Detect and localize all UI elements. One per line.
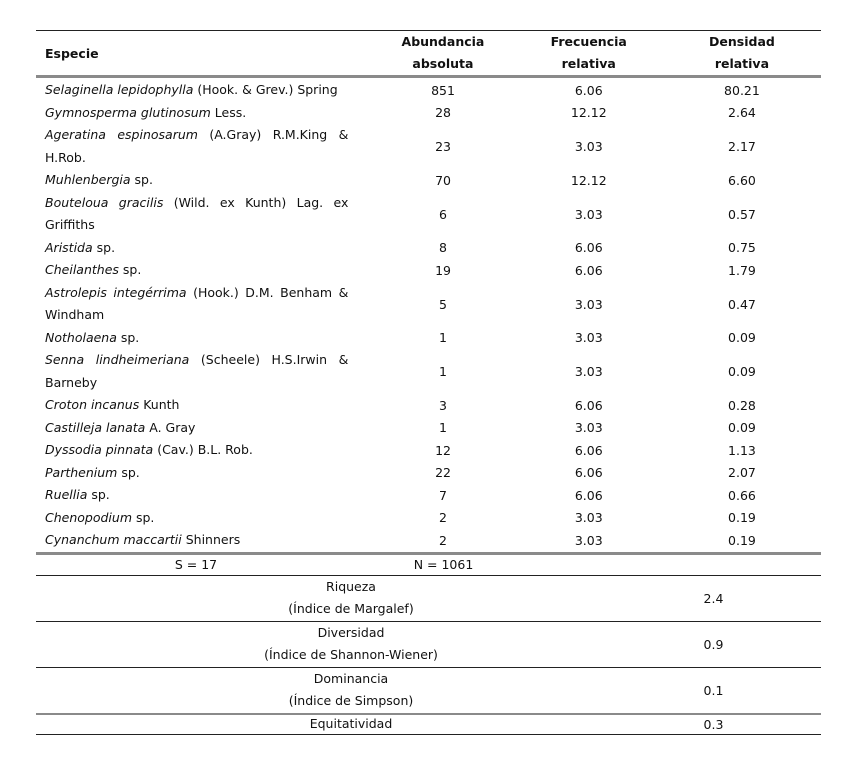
abundance-value: 1: [439, 364, 447, 379]
table-row: [36, 529, 821, 552]
density-value: 0.75: [728, 240, 756, 256]
species-binomial: Gymnosperma glutinosum: [45, 104, 211, 120]
species-name: [36, 507, 348, 530]
frequency-value: 6.06: [574, 82, 603, 98]
species-binomial: Cynanchum maccartii: [45, 532, 182, 547]
species-authority: (Cav.) B.L. Rob.: [153, 442, 253, 457]
table-row: [36, 192, 821, 237]
table-row: [36, 394, 821, 417]
index-label: Diversidad: [317, 624, 385, 640]
index-value: 0.1: [703, 682, 724, 698]
table-header-row: [36, 31, 821, 75]
density-value: 2.64: [728, 105, 756, 121]
frequency-value: 6.06: [574, 240, 603, 256]
individuals-count: N = 1061: [413, 557, 474, 572]
species-binomial: Parthenium: [45, 464, 118, 480]
species-binomial: Senna lindheimeriana: [45, 352, 190, 367]
header-species: Especie: [45, 45, 99, 61]
species-binomial: Muhlenbergia: [45, 172, 131, 187]
species-authority: (A.Gray) R.M.King & H.Rob.: [45, 127, 349, 165]
table-row: [36, 259, 821, 282]
species-authority: sp.: [116, 329, 140, 345]
header-abundance: Abundancia absoluta: [401, 34, 485, 71]
index-value: 0.9: [703, 636, 724, 652]
frequency-value: 6.06: [574, 442, 603, 458]
table-row: [36, 327, 821, 350]
table-row: [36, 349, 821, 394]
index-label: Riqueza: [326, 578, 376, 594]
species-binomial: Bouteloua gracilis: [45, 194, 164, 210]
frequency-value: 3.03: [574, 206, 603, 222]
species-name: [36, 192, 348, 237]
species-name: [36, 439, 348, 462]
species-binomial: Ageratina espinosarum: [45, 127, 198, 142]
density-value: 0.57: [728, 206, 756, 222]
species-binomial: Astrolepis integérrima: [45, 284, 187, 300]
abundance-value: 3: [439, 397, 447, 413]
frequency-value: 6.06: [574, 465, 603, 481]
table-row: [36, 282, 821, 327]
index-label: Equitatividad: [309, 715, 393, 731]
species-authority: sp.: [92, 239, 116, 255]
density-value: 0.47: [728, 296, 756, 312]
species-authority: (Hook.) D.M. Benham & Windham: [45, 284, 349, 322]
index-row-dominancia: [36, 668, 821, 713]
species-binomial: Notholaena: [45, 329, 117, 345]
species-name: [36, 529, 348, 552]
index-sublabel: (Índice de Margalef): [288, 601, 414, 616]
table-row: [36, 124, 821, 169]
index-value: 2.4: [703, 590, 724, 606]
species-name: [36, 417, 348, 440]
index-sublabel: (Índice de Shannon-Wiener): [264, 647, 438, 662]
species-binomial: Dyssodia pinnata: [45, 442, 154, 457]
species-name: [36, 394, 348, 417]
abundance-value: 23: [435, 139, 451, 154]
table-body: [36, 78, 821, 552]
table-row: [36, 417, 821, 440]
species-richness-count: S = 17: [174, 557, 218, 572]
species-table: [36, 30, 821, 735]
species-name: [36, 327, 348, 350]
density-value: 0.19: [728, 510, 756, 526]
frequency-value: 3.03: [574, 364, 603, 379]
table-row: [36, 102, 821, 125]
table-row: [36, 439, 821, 462]
density-value: 0.09: [728, 364, 756, 379]
species-name: [36, 259, 348, 282]
abundance-value: 1: [439, 420, 447, 436]
density-value: 0.66: [728, 487, 756, 503]
abundance-value: 19: [435, 262, 451, 278]
abundance-value: 851: [431, 82, 455, 98]
species-name: [36, 169, 348, 192]
abundance-value: 12: [435, 442, 451, 458]
density-value: 2.07: [728, 465, 756, 481]
totals-row: [36, 555, 821, 575]
species-authority: Less.: [210, 104, 247, 120]
species-authority: (Wild. ex Kunth) Lag. ex Griffiths: [45, 194, 349, 232]
abundance-value: 22: [435, 465, 451, 481]
frequency-value: 6.06: [574, 487, 603, 503]
table-row: [36, 507, 821, 530]
header-density: Densidad relativa: [709, 34, 775, 71]
species-authority: Shinners: [181, 532, 241, 547]
density-value: 0.09: [728, 330, 756, 346]
species-authority: sp.: [87, 487, 110, 502]
density-value: 0.28: [728, 397, 756, 413]
species-binomial: Aristida: [45, 239, 93, 255]
frequency-value: 6.06: [574, 397, 603, 413]
species-name: [36, 462, 348, 485]
index-row-diversidad: [36, 622, 821, 667]
table-row: [36, 169, 821, 192]
species-name: [36, 102, 348, 125]
species-name: [36, 282, 348, 327]
frequency-value: 3.03: [574, 532, 603, 548]
abundance-value: 2: [439, 532, 447, 548]
species-name: [36, 484, 348, 507]
frequency-value: 3.03: [574, 139, 603, 154]
index-row-riqueza: [36, 576, 821, 621]
abundance-value: 1: [439, 330, 447, 346]
abundance-value: 2: [439, 510, 447, 526]
species-authority: (Hook. & Grev.) Spring: [193, 82, 338, 97]
species-name: [36, 237, 348, 260]
abundance-value: 28: [435, 105, 451, 121]
frequency-value: 6.06: [574, 262, 603, 278]
index-sublabel: (Índice de Simpson): [288, 693, 414, 708]
species-authority: sp.: [118, 262, 142, 277]
density-value: 1.79: [728, 262, 756, 278]
species-name: [36, 79, 348, 102]
species-authority: sp.: [117, 464, 140, 480]
species-binomial: Selaginella lepidophylla: [45, 82, 194, 97]
frequency-value: 3.03: [574, 330, 603, 346]
species-authority: A. Gray: [145, 419, 196, 435]
species-authority: sp.: [132, 509, 155, 525]
index-row-equitatividad: [36, 715, 821, 734]
abundance-value: 7: [439, 487, 447, 503]
species-name: [36, 349, 348, 394]
index-label: Dominancia: [313, 670, 389, 686]
density-value: 1.13: [728, 442, 756, 458]
abundance-value: 5: [439, 296, 447, 312]
species-authority: (Scheele) H.S.Irwin & Barneby: [45, 352, 349, 390]
species-authority: Kunth: [139, 397, 180, 412]
density-value: 0.09: [728, 420, 756, 436]
species-name: [36, 124, 348, 169]
frequency-value: 3.03: [574, 510, 603, 526]
species-binomial: Chenopodium: [45, 509, 132, 525]
table-row: [36, 79, 821, 102]
abundance-value: 70: [435, 172, 451, 188]
abundance-value: 8: [439, 240, 447, 256]
frequency-value: 12.12: [570, 105, 607, 121]
species-binomial: Croton incanus: [45, 397, 140, 412]
species-binomial: Ruellia: [45, 487, 88, 502]
density-value: 80.21: [724, 82, 760, 98]
species-binomial: Cheilanthes: [45, 262, 119, 277]
density-value: 2.17: [728, 139, 756, 154]
table-row: [36, 237, 821, 260]
density-value: 0.19: [728, 532, 756, 548]
frequency-value: 3.03: [574, 420, 603, 436]
table-row: [36, 484, 821, 507]
density-value: 6.60: [728, 172, 756, 188]
table-row: [36, 462, 821, 485]
species-binomial: Castilleja lanata: [45, 419, 146, 435]
index-value: 0.3: [703, 716, 724, 732]
frequency-value: 3.03: [574, 296, 603, 312]
header-frequency: Frecuencia relativa: [550, 34, 627, 71]
abundance-value: 6: [439, 206, 447, 222]
frequency-value: 12.12: [570, 172, 607, 188]
species-authority: sp.: [130, 172, 153, 187]
